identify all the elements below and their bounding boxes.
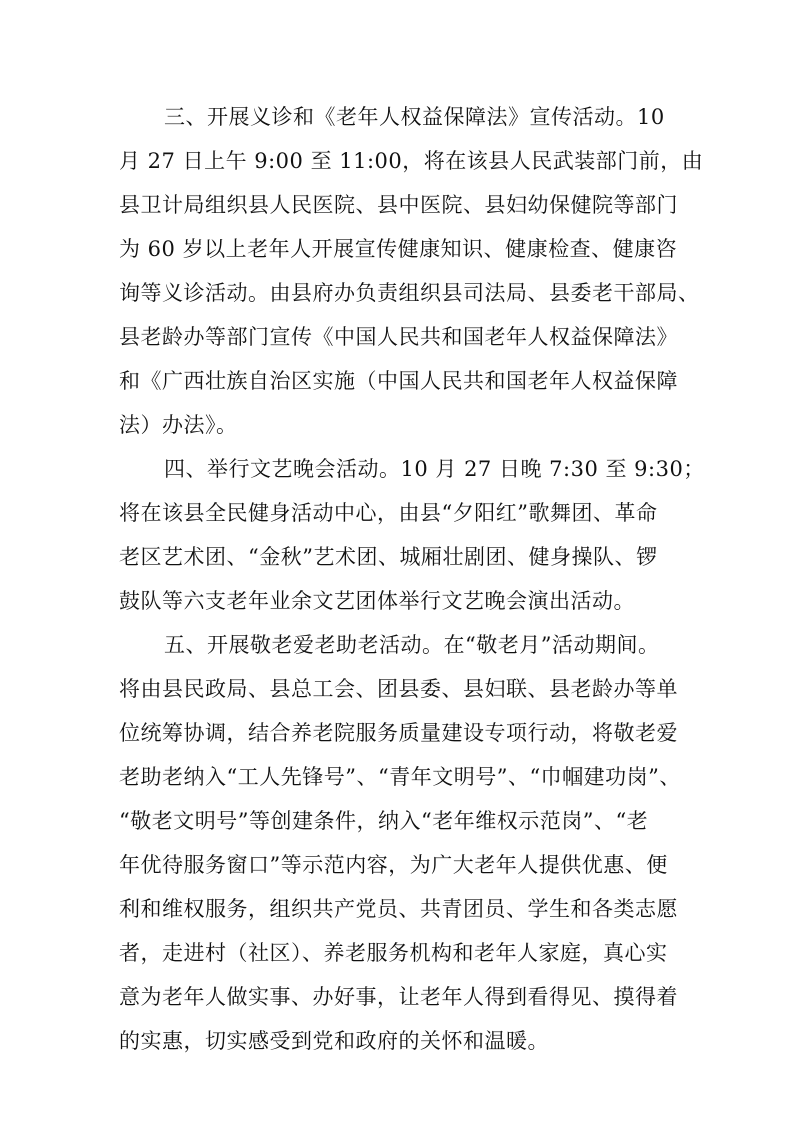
- text-line: 县老龄办等部门宣传《中国人民共和国老年人权益保障法》: [119, 325, 678, 349]
- text-line: 老区艺术团、“金秋”艺术团、城厢壮剧团、健身操队、锣: [119, 545, 658, 569]
- text-line: 法）办法》。: [119, 413, 238, 437]
- text-line: 月 27 日上午 9:00 至 11:00，将在该县人民武装部门前，由: [119, 149, 704, 173]
- text-line: “敬老文明号”等创建条件，纳入“老年维权示范岗”、“老: [119, 809, 649, 833]
- text-line: 为 60 岁以上老年人开展宣传健康知识、健康检查、健康咨: [119, 237, 678, 261]
- text-line: 年优待服务窗口”等示范内容，为广大老年人提供优惠、便: [119, 853, 668, 877]
- text-line: 利和维权服务，组织共产党员、共青团员、学生和各类志愿: [119, 897, 678, 921]
- text-line: 询等义诊活动。由县府办负责组织县司法局、县委老干部局、: [119, 281, 700, 305]
- text-line: 鼓队等六支老年业余文艺团体举行文艺晚会演出活动。: [119, 589, 635, 613]
- text-line: 的实惠，切实感受到党和政府的关怀和温暖。: [119, 1029, 549, 1053]
- text-line: 将在该县全民健身活动中心，由县“夕阳红”歌舞团、革命: [119, 501, 658, 525]
- text-line: 者，走进村（社区）、养老服务机构和老年人家庭，真心实: [119, 941, 668, 965]
- text-line: 位统筹协调，结合养老院服务质量建设专项行动，将敬老爱: [119, 721, 678, 745]
- text-line: 意为老年人做实事、办好事，让老年人得到看得见、摸得着: [119, 985, 678, 1009]
- text-line: 县卫计局组织县人民医院、县中医院、县妇幼保健院等部门: [119, 193, 678, 217]
- text-line: 老助老纳入“工人先锋号”、“青年文明号”、“巾帼建功岗”、: [119, 765, 681, 789]
- text-line: 三、开展义诊和《老年人权益保障法》宣传活动。10: [164, 105, 665, 129]
- text-line: 将由县民政局、县总工会、团县委、县妇联、县老龄办等单: [119, 677, 678, 701]
- text-line: 和《广西壮族自治区实施（中国人民共和国老年人权益保障: [119, 369, 678, 393]
- text-line: 四、举行文艺晚会活动。10 月 27 日晚 7:30 至 9:30；: [164, 457, 705, 481]
- text-line: 五、开展敬老爱老助老活动。在“敬老月”活动期间。: [164, 633, 660, 657]
